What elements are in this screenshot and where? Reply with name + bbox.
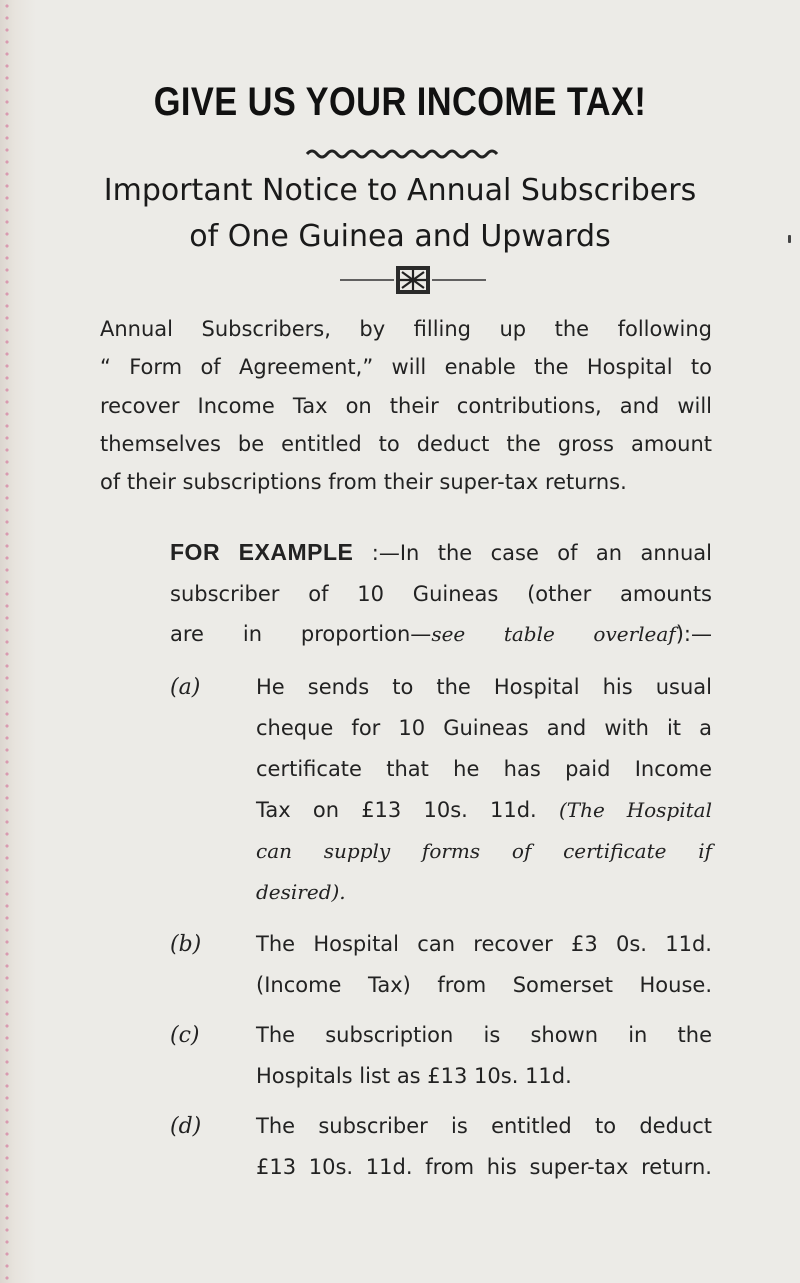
item-text — [256, 1015, 712, 1097]
notice-heading-line: of One Guinea and Upwards — [189, 219, 611, 254]
item-text — [256, 924, 712, 1006]
example-heading: FOR EXAMPLE — [170, 539, 354, 565]
item-line — [256, 790, 712, 831]
example-line — [170, 532, 712, 574]
item-line: desired). — [256, 880, 346, 904]
example-text: ):— — [675, 622, 712, 646]
intro-line: themselves be entitled to deduct the gross amount — [100, 431, 712, 456]
item-text — [256, 1106, 712, 1188]
example-line — [170, 614, 712, 655]
wavy-rule-ornament — [305, 148, 500, 160]
page-title: GIVE US YOUR INCOME TAX! — [153, 80, 647, 124]
item-text-run: Tax on £13 10s. 11d. — [256, 798, 537, 822]
item-marker: (c) — [170, 1023, 200, 1048]
item-line: The subscriber is entitled to deduct — [256, 1114, 712, 1138]
item-line: cheque for 10 Guineas and with it a — [256, 716, 712, 740]
item-b — [170, 924, 712, 1006]
example-line: subscriber of 10 Guineas (other amounts — [170, 581, 712, 606]
example-text: :—In the case of an annual — [371, 541, 712, 565]
item-d — [170, 1106, 712, 1188]
notice-heading — [0, 168, 800, 260]
item-line: certificate that he has paid Income — [256, 757, 712, 781]
intro-line: recover Income Tax on their contributions, and will — [100, 393, 712, 418]
item-c — [170, 1015, 712, 1097]
item-line: He sends to the Hospital his usual — [256, 675, 712, 699]
intro-line: of their subscriptions from their super-tax returns. — [100, 470, 627, 495]
item-marker: (d) — [170, 1114, 202, 1139]
item-marker: (a) — [170, 675, 201, 700]
divider-ornament — [338, 264, 488, 296]
item-line: (Income Tax) from Somerset House. — [256, 973, 712, 997]
item-line: Hospitals list as £13 10s. 11d. — [256, 1064, 572, 1088]
item-text — [256, 667, 712, 913]
item-marker: (b) — [170, 932, 202, 957]
item-line: The Hospital can recover £3 0s. 11d. — [256, 932, 712, 956]
item-line: can supply forms of certificate if — [256, 839, 712, 863]
example-paragraph — [170, 532, 712, 655]
intro-line: Annual Subscribers, by filling up the following — [100, 317, 712, 341]
notice-heading-line: Important Notice to Annual Subscribers — [103, 173, 697, 208]
item-a — [170, 667, 712, 913]
example-text: are in proportion— — [170, 622, 432, 646]
intro-line: “ Form of Agreement,” will enable the Hospital to — [100, 355, 712, 380]
intro-paragraph — [100, 310, 712, 501]
item-line: The subscription is shown in the — [256, 1023, 712, 1047]
item-line: £13 10s. 11d. from his super-tax return. — [256, 1155, 712, 1179]
item-italic-run: (The Hospital — [558, 798, 712, 822]
example-italic: see table overleaf — [431, 622, 676, 646]
